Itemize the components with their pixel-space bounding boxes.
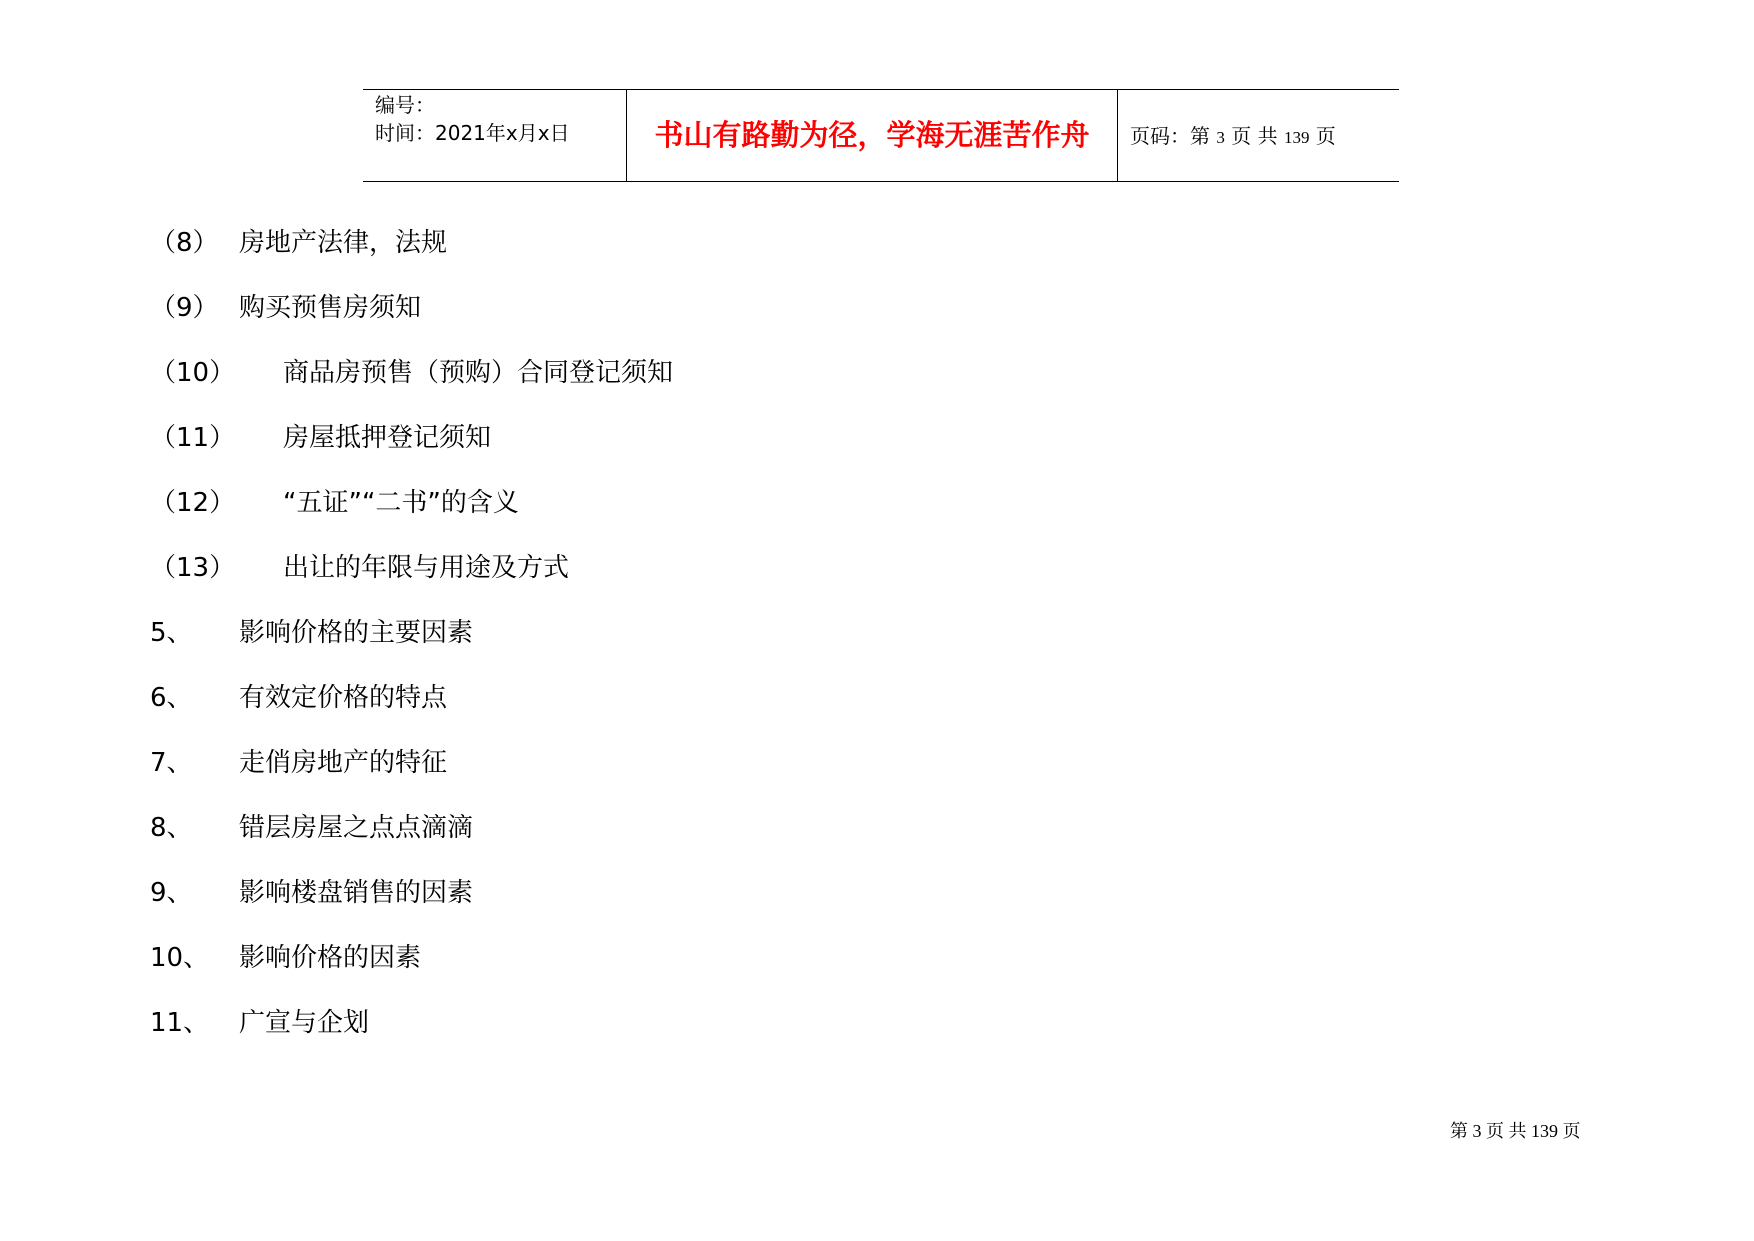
page-label-prefix: 页码：第 [1130,124,1210,148]
list-item-text: 影响价格的因素 [239,943,422,973]
list-item-number: 8、 [150,813,193,843]
list-item-number: 11、 [150,1008,210,1038]
list-item-text: 出让的年限与用途及方式 [283,553,570,583]
page-label-suffix: 页 [1315,124,1336,148]
list-item-text: 房屋抵押登记须知 [283,423,492,453]
list-item-text: 广宣与企划 [239,1008,370,1038]
page-current-number: 3 [1216,128,1225,147]
header-meta-cell [363,90,627,181]
list-item [150,291,850,325]
list-item-number: （9） [150,293,219,323]
list-item [150,551,850,585]
list-item-text: 购买预售房须知 [239,293,422,323]
list-item-number: （11） [150,423,236,453]
list-item-text: “五证”“二书”的含义 [283,488,519,518]
list-item [150,681,850,715]
list-item-number: 9、 [150,878,193,908]
list-item-number: 7、 [150,748,193,778]
document-time-label: 时间：2021年x月x日 [375,121,570,145]
document-number-label: 编号： [375,93,435,117]
list-item [150,356,850,390]
list-item [150,941,850,975]
list-item [150,746,850,780]
header-motto-cell [627,90,1118,181]
header-page-info [1130,124,1336,150]
list-item [150,1006,850,1040]
list-item-number: （10） [150,358,236,388]
list-item-number: （12） [150,488,236,518]
list-item [150,616,850,650]
list-item-text: 商品房预售（预购）合同登记须知 [283,358,674,388]
list-item [150,811,850,845]
list-item-text: 影响楼盘销售的因素 [239,878,474,908]
list-item [150,486,850,520]
list-item-number: 5、 [150,618,193,648]
header-motto: 书山有路勤为径，学海无涯苦作舟 [654,118,1090,152]
list-item-number: 6、 [150,683,193,713]
list-item-number: （8） [150,228,219,258]
page-footer: 第 3 页 共 139 页 [1450,1121,1581,1141]
document-header [363,89,1399,182]
list-item-number: （13） [150,553,236,583]
list-item-text: 走俏房地产的特征 [239,748,448,778]
list-item [150,876,850,910]
list-item-text: 房地产法律，法规 [239,228,448,258]
page-label-mid: 页 共 [1231,124,1278,148]
list-item [150,421,850,455]
page-total-number: 139 [1283,128,1310,147]
list-item [150,226,850,260]
list-item-text: 错层房屋之点点滴滴 [239,813,474,843]
list-item-text: 有效定价格的特点 [239,683,448,713]
header-page-cell [1118,90,1399,181]
list-item-number: 10、 [150,943,210,973]
list-item-text: 影响价格的主要因素 [239,618,474,648]
